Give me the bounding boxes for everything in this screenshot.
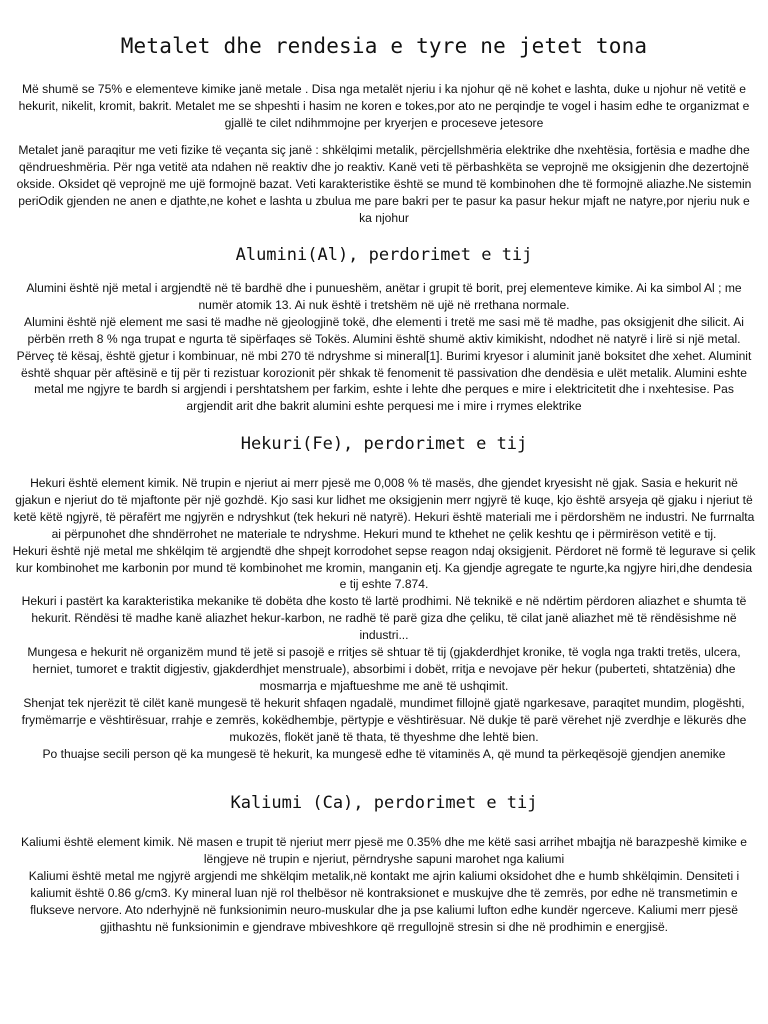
potassium-paragraph: Kaliumi është element kimik. Në masen e trupit të njeriut merr pjesë me 0.35% dhe me këtë sasi arrihet mbajtja në barazpeshë kimike e lëngjeve në trupin e njeriut, përndryshe sapuni marohet nga kaliumi Kaliumi është metal me ngjyrë argjendi me shkëlqim metalik,në kontakt me ajrin kaliumi oksidohet dhe e humb shkëlqimin. Densiteti i kaliumit është 0.86 g/cm3. Ky mineral luan një rol thelbësor në kontraksionet e muskujve dhe të zemrës, por edhe në transmetimin e flukseve nervore. Ato nderhyjnë në funksionimin neuro-muskular dhe ja pse kaliumi lufton edhe kundër ngerceve. Kaliumi merr pjesë gjithashtu në funksionimin e gjendrave mbiveshkore që rregullojnë stresin si dhe në prodhimin e energjisë. bbox=[21, 835, 747, 934]
section-heading-aluminium: Alumini(Al), perdorimet e tij bbox=[235, 245, 533, 265]
section-heading-potassium: Kaliumi (Ca), perdorimet e tij bbox=[230, 793, 538, 813]
intro-paragraph: Metalet janë paraqitur me veti fizike të veçanta siç janë : shkëlqimi metalik, përcjellshmëria elektrike dhe nxehtësia, fortësia e madhe dhe qëndrueshmëria. Për nga vetitë ata ndahen në reaktiv dhe jo reaktiv. Kanë veti të përbashkëta se veprojnë me oksigjenin dhe dezertojnë okside. Oksidet që veprojnë me ujë formojnë bazat. Veti karakteristike është se mund të kombinohen dhe të formojnë aliazhe.Ne sistemin periOdik gjenden ne anen e djathte,ne kohet e lashta u zbulua me pare bakri per te pasur ka pasur hekur mjaft ne natyre,por njeriu nuk e ka njohur bbox=[16, 143, 752, 225]
section-heading-iron: Hekuri(Fe), perdorimet e tij bbox=[240, 434, 528, 454]
intro-paragraph: Më shumë se 75% e elementeve kimike janë metale . Disa nga metalët njeriu i ka njohur që në kohet e lashta, duke u njohur në vetitë e hekurit, nikelit, kromit, bakrit. Metalet me se shpeshti i hasim ne koren e tokes,por ato ne perqindje te vogel i hasim edhe te organizmat e gjallë te cilet ndihmmojne per kryerjen e proceseve jetesore bbox=[18, 82, 750, 130]
aluminium-paragraph: Alumini është një metal i argjendtë në të bardhë dhe i punueshëm, anëtar i grupit të borit, prej elementeve kimike. Ai ka simbol Al ; me numër atomik 13. Ai nuk është i tretshëm në ujë në rrethana normale. Alumini është një element me sasi të madhe në gjeologjinë tokë, dhe elementi i tretë me sasi më të madhe, pas oksigjenit dhe silicit. Ai përbën rreth 8 % nga trupat e ngurta të sipërfaqes së Tokës. Alumini është shumë aktiv kimikisht, ndodhet në natyrë i lirë si një metal. Përveç të kësaj, është gjetur i kombinuar, në mbi 270 të ndryshme si mineral[1]. Burimi kryesor i aluminit janë boksitet dhe xehet. Aluminit është shquar për aftësinë e tij për ti rezistuar korozionit për shkak të fenomenit të passivation dhe dendësia e ulët metalik. Alumini eshte metal me ngjyre te bardh si argjendi i pershtatshem per farkim, eshte i lehte dhe perques e mire i elektricitetit dhe i nxehtesise. Pas argjendit arit dhe bakrit alumini eshte perquesi me i mire i rrymes elektrike bbox=[16, 281, 752, 414]
document-title: Metalet dhe rendesia e tyre ne jetet tona bbox=[120, 34, 648, 58]
iron-paragraph: Hekuri është element kimik. Në trupin e njeriut ai merr pjesë me 0,008 % të masës, dhe gjendet kryesisht në gjak. Sasia e hekurit në gjakun e njeriut do të mjaftonte për një gozhdë. Kjo sasi kur lidhet me oksigjenin merr ngjyrë të kuqe, kjo është arsyeja që gjaku i njeriut të ketë këtë ngjyrë, të përafërt me ngjyrën e ndryshkut (tek hekuri në natyrë). Hekuri është materiali me i përdorshëm ne industri. Ne furrnalta ai përpunohet dhe shndërrohet ne materiale te ndryshme. Hekuri mund te kthehet ne çelik keshtu qe i përmirëson vetitë e tij. Hekuri është një metal me shkëlqim të argjendtë dhe shpejt korrodohet sepse reagon ndaj oksigjenit. Përdoret në formë të legurave si çelik kur kombinohet me karbonin por mund të kombinohet me kromin, manganin etj. Ka gjendje agregate te ngurte,ka ngjyre hiri,dhe dendesia e tij eshte 7.874. Hekuri i pastërt ka karakteristika mekanike të dobëta dhe kosto të lartë prodhimi. Në teknikë e në ndërtim përdoren aliazhet e shumta të hekurit. Rëndësi të madhe kanë aliazhet hekur-karbon, ne radhë të parë giza dhe çeliku, të cilat janë aliazhet më të rëndësishme në industri... Mungesa e hekurit në organizëm mund të jetë si pasojë e rritjes së shtuar të tij (gjakderdhjet kronike, të vogla nga trakti tretës, ulcera, herniet, tumoret e traktit digjestiv, gjakderdhjet menstruale), absorbimi i dobët, rritja e nevojave për hekur (puberteti, shtatzënia) dhe mosmarrja e mjaftueshme me anë të ushqimit. Shenjat tek njerëzit të cilët kanë mungesë të hekurit shfaqen ngadalë, mundimet fillojnë gjatë ngarkesave, paraqitet mundim, plogështi, frymëmarrje e vështirësuar, rrahje e zemrës, kokëdhembje, përtypje e vështirësuar. Në dukje të parë vërehet një zverdhje e lëkurës dhe mukozës, flokët janë të thata, të thyeshme dhe lehtë bien. Po thuajse secili person që ka mungesë të hekurit, ka mungesë edhe të vitaminës A, që mund ta përkeqësojë gjendjen anemike bbox=[12, 476, 756, 761]
